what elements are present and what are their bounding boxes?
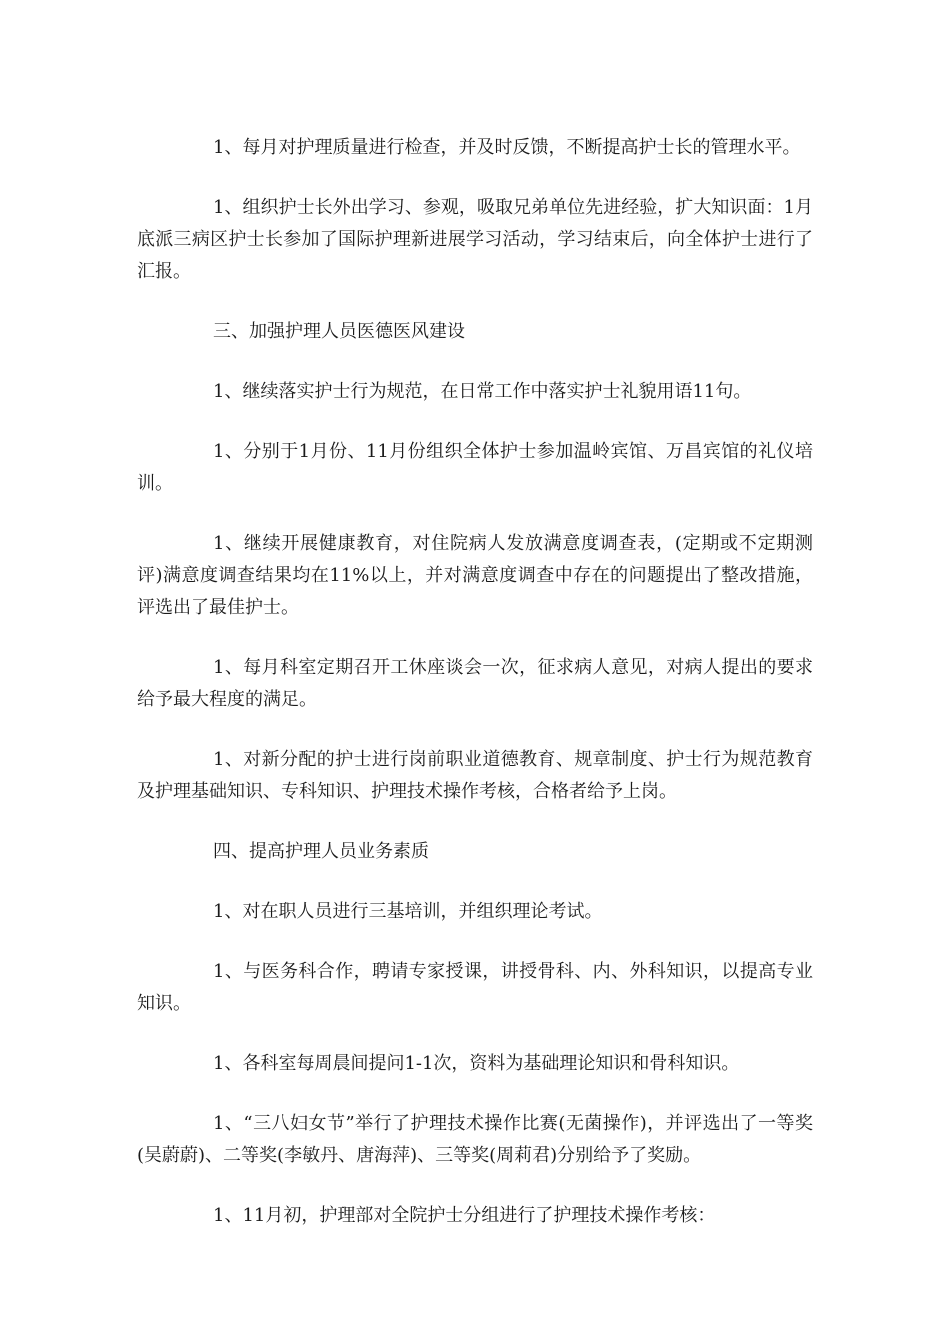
- paragraph-etiquette-training: 1、分别于1月份、11月份组织全体护士参加温岭宾馆、万昌宾馆的礼仪培训。: [137, 441, 813, 494]
- paragraph-three-basics-training: 1、对在职人员进行三基培训，并组织理论考试。: [213, 901, 603, 922]
- paragraph-new-nurse-training: 1、对新分配的护士进行岗前职业道德教育、规章制度、护士行为规范教育及护理基础知识、专科知识、护理技术操作考核，合格者给予上岗。: [137, 749, 813, 802]
- paragraph-skills-competition: 1、“三八妇女节”举行了护理技术操作比赛(无菌操作)，并评选出了一等奖(吴蔚蔚)、二等奖(李敏丹、唐海萍)、三等奖(周莉君)分别给予了奖励。: [137, 1113, 813, 1166]
- paragraph-behavior-norms: 1、继续落实护士行为规范，在日常工作中落实护士礼貌用语11句。: [213, 381, 752, 402]
- paragraph-health-education: 1、继续开展健康教育，对住院病人发放满意度调查表，(定期或不定期测评)满意度调查结果均在11%以上，并对满意度调查中存在的问题提出了整改措施，评选出了最佳护士。: [137, 533, 813, 618]
- paragraph-skills-assessment: 1、11月初，护理部对全院护士分组进行了护理技术操作考核：: [213, 1205, 716, 1226]
- paragraph-head-nurse-study: 1、组织护士长外出学习、参观，吸取兄弟单位先进经验，扩大知识面：1月底派三病区护士长参加了国际护理新进展学习活动，学习结束后，向全体护士进行了汇报。: [137, 197, 813, 282]
- paragraph-monthly-quality-check: 1、每月对护理质量进行检查，并及时反馈，不断提高护士长的管理水平。: [213, 137, 801, 158]
- section-heading-ethics: 三、加强护理人员医德医风建设: [213, 321, 465, 342]
- paragraph-expert-lectures: 1、与医务科合作，聘请专家授课，讲授骨科、内、外科知识，以提高专业知识。: [137, 961, 813, 1014]
- section-heading-professional-quality: 四、提高护理人员业务素质: [213, 841, 429, 862]
- paragraph-patient-forum: 1、每月科室定期召开工休座谈会一次，征求病人意见，对病人提出的要求给予最大程度的满足。: [137, 657, 813, 710]
- paragraph-morning-questions: 1、各科室每周晨间提问1-1次，资料为基础理论知识和骨科知识。: [213, 1053, 740, 1074]
- document-body: [137, 132, 813, 1260]
